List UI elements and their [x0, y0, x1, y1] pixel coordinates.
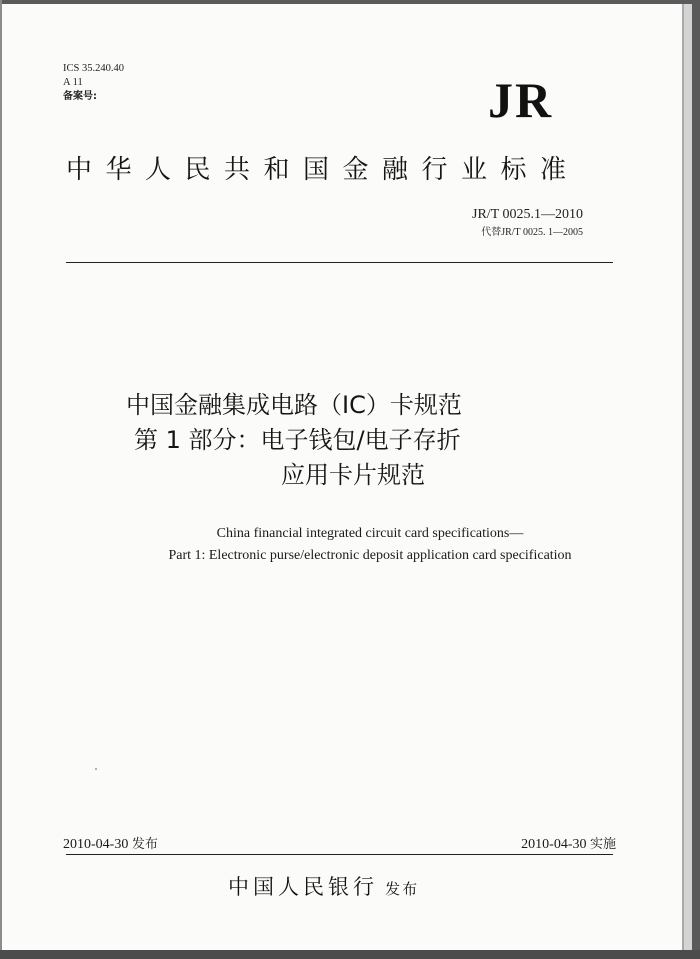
- chinese-title-line-3: 应用卡片规范: [281, 461, 425, 489]
- issuer-block: [228, 871, 419, 901]
- issuer-action: 发布: [385, 880, 420, 898]
- class-code: A 11: [63, 77, 83, 88]
- issuer-name: 中国人民银行: [228, 875, 378, 899]
- jr-logo: JR: [488, 72, 554, 128]
- effective-date-block: [521, 833, 616, 853]
- issue-date: 2010-04-30: [63, 837, 129, 852]
- ics-code: ICS 35.240.40: [63, 63, 124, 74]
- english-title: [80, 523, 660, 567]
- chinese-title-line-2: 第 1 部分：电子钱包/电子存折: [134, 426, 461, 454]
- standard-type-title: 中华人民共和国金融行业标准: [66, 155, 580, 185]
- standard-number: JR/T 0025.1—2010: [472, 207, 583, 222]
- filing-number-label: 备案号:: [63, 91, 97, 102]
- scan-speck: [95, 768, 97, 770]
- scan-edge-bottom: [0, 950, 700, 959]
- issue-date-block: [63, 833, 158, 853]
- english-title-line-1: China financial integrated circuit card specifications—: [216, 526, 524, 541]
- english-title-line-2: Part 1: Electronic purse/electronic deposit application card specification: [168, 548, 572, 563]
- issue-label: 发布: [131, 837, 158, 852]
- chinese-title-line-1: 中国金融集成电路（IC）卡规范: [126, 391, 462, 419]
- replaces-standard: 代替JR/T 0025. 1—2005: [481, 227, 583, 238]
- top-divider: [66, 262, 613, 263]
- standard-code-block: [472, 206, 583, 240]
- effective-label: 实施: [589, 837, 616, 852]
- classification-block: [63, 62, 124, 104]
- effective-date: 2010-04-30: [521, 837, 587, 852]
- chinese-title: [120, 388, 580, 493]
- bottom-divider: [66, 854, 613, 855]
